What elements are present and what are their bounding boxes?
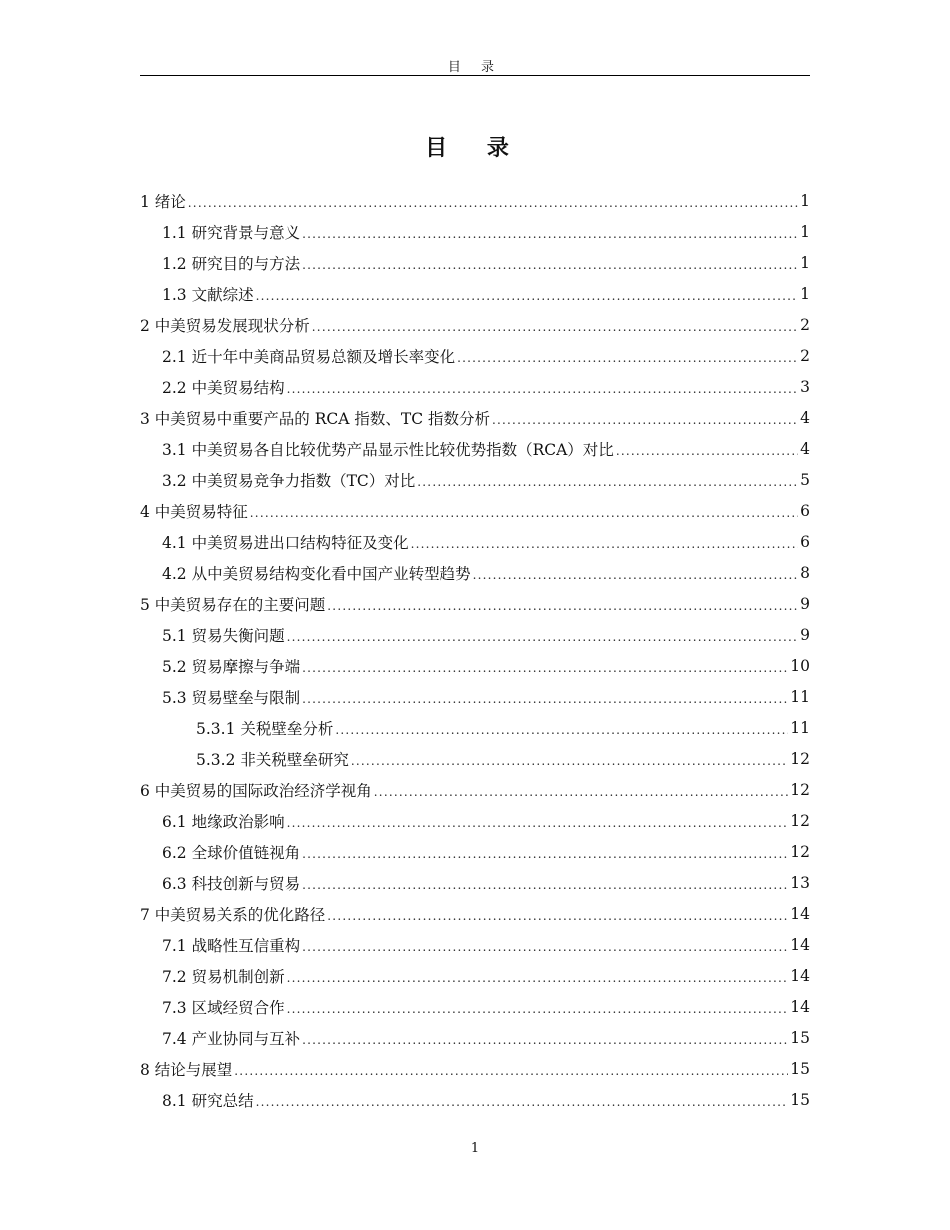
toc-entry-page: 13: [790, 873, 810, 892]
toc-entry-label: 2.2 中美贸易结构: [162, 378, 285, 397]
toc-entry[interactable]: [140, 247, 810, 278]
dot-leader: [287, 1002, 789, 1016]
toc-entry-page: 10: [790, 656, 810, 675]
toc-entry-page: 4: [800, 439, 810, 458]
toc-entry[interactable]: [140, 278, 810, 309]
toc-entry[interactable]: [140, 619, 810, 650]
dot-leader: [287, 382, 799, 396]
dot-leader: [256, 1095, 789, 1109]
toc-entry-page: 14: [790, 966, 810, 985]
toc-entry-label: 3.1 中美贸易各自比较优势产品显示性比较优势指数（RCA）对比: [162, 440, 614, 459]
dot-leader: [234, 1064, 788, 1078]
dot-leader: [417, 475, 798, 489]
toc-entry-page: 1: [800, 253, 810, 272]
toc-entry-page: 11: [790, 687, 810, 706]
toc-entry-label: 1.1 研究背景与意义: [162, 223, 301, 242]
toc-entry-page: 4: [800, 408, 810, 427]
dot-leader: [287, 630, 799, 644]
toc-entry-label: 8 结论与展望: [140, 1060, 233, 1079]
toc-entry-label: 5.3 贸易壁垒与限制: [162, 688, 301, 707]
toc-entry-label: 7.2 贸易机制创新: [162, 967, 285, 986]
toc-entry-page: 12: [790, 780, 810, 799]
toc-entry-label: 5 中美贸易存在的主要问题: [140, 595, 326, 614]
toc-entry-page: 11: [790, 718, 810, 737]
toc-entry[interactable]: [140, 650, 810, 681]
toc-entry-page: 9: [800, 594, 810, 613]
toc-entry-label: 1.2 研究目的与方法: [162, 254, 301, 273]
toc-entry[interactable]: [140, 991, 810, 1022]
dot-leader: [457, 351, 798, 365]
dot-leader: [327, 909, 788, 923]
toc-entry-label: 6.3 科技创新与贸易: [162, 874, 301, 893]
toc-entry-page: 14: [790, 997, 810, 1016]
dot-leader: [492, 413, 798, 427]
toc-entry-page: 9: [800, 625, 810, 644]
header-rule: [140, 75, 810, 76]
dot-leader: [312, 320, 798, 334]
running-header: 目 录: [447, 60, 503, 75]
toc-entry[interactable]: [140, 743, 810, 774]
toc-entry-label: 5.3.2 非关税壁垒研究: [196, 750, 349, 769]
dot-leader: [302, 847, 788, 861]
toc-entry-page: 1: [800, 284, 810, 303]
toc-entry-page: 1: [800, 222, 810, 241]
toc-entry-label: 2.1 近十年中美商品贸易总额及增长率变化: [162, 347, 456, 366]
toc-entry[interactable]: [140, 433, 810, 464]
dot-leader: [616, 444, 798, 458]
toc-entry-label: 2 中美贸易发展现状分析: [140, 316, 310, 335]
dot-leader: [302, 878, 788, 892]
toc-entry-label: 6.1 地缘政治影响: [162, 812, 285, 831]
toc-entry-label: 7 中美贸易关系的优化路径: [140, 905, 326, 924]
toc-entry-page: 6: [800, 501, 810, 520]
toc-entry-label: 4 中美贸易特征: [140, 502, 248, 521]
toc-entry-label: 4.2 从中美贸易结构变化看中国产业转型趋势: [162, 564, 471, 583]
toc-entry[interactable]: [140, 402, 810, 433]
toc-entry-label: 6 中美贸易的国际政治经济学视角: [140, 781, 372, 800]
toc-entry-label: 7.3 区域经贸合作: [162, 998, 285, 1017]
dot-leader: [287, 816, 789, 830]
toc-entry-label: 7.4 产业协同与互补: [162, 1029, 301, 1048]
toc-entry-label: 4.1 中美贸易进出口结构特征及变化: [162, 533, 409, 552]
toc-entry[interactable]: [140, 960, 810, 991]
dot-leader: [302, 1033, 788, 1047]
toc-entry[interactable]: [140, 836, 810, 867]
toc-entry-page: 2: [800, 346, 810, 365]
toc-entry-page: 3: [800, 377, 810, 396]
toc-entry-label: 3 中美贸易中重要产品的 RCA 指数、TC 指数分析: [140, 409, 490, 428]
toc-entry[interactable]: [140, 309, 810, 340]
toc-entry[interactable]: [140, 1022, 810, 1053]
toc-entry[interactable]: [140, 1084, 810, 1115]
dot-leader: [473, 568, 799, 582]
dot-leader: [302, 227, 798, 241]
dot-leader: [188, 196, 798, 210]
toc-entry[interactable]: [140, 867, 810, 898]
toc-entry[interactable]: [140, 185, 810, 216]
toc-entry[interactable]: [140, 1053, 810, 1084]
toc-entry[interactable]: [140, 898, 810, 929]
toc-entry[interactable]: [140, 557, 810, 588]
toc-entry[interactable]: [140, 681, 810, 712]
toc-entry-label: 7.1 战略性互信重构: [162, 936, 301, 955]
dot-leader: [374, 785, 788, 799]
toc-entry-page: 12: [790, 811, 810, 830]
table-of-contents: [140, 185, 810, 1115]
toc-entry-page: 6: [800, 532, 810, 551]
dot-leader: [302, 692, 788, 706]
toc-entry[interactable]: [140, 371, 810, 402]
dot-leader: [411, 537, 799, 551]
toc-entry[interactable]: [140, 774, 810, 805]
toc-entry-label: 6.2 全球价值链视角: [162, 843, 301, 862]
toc-entry-page: 14: [790, 935, 810, 954]
toc-entry-label: 5.1 贸易失衡问题: [162, 626, 285, 645]
toc-entry-label: 8.1 研究总结: [162, 1091, 254, 1110]
dot-leader: [327, 599, 798, 613]
toc-entry-label: 1.3 文献综述: [162, 285, 254, 304]
toc-entry-page: 12: [790, 749, 810, 768]
toc-entry-page: 14: [790, 904, 810, 923]
toc-entry[interactable]: [140, 216, 810, 247]
dot-leader: [302, 940, 788, 954]
toc-entry-label: 5.3.1 关税壁垒分析: [196, 719, 334, 738]
toc-entry[interactable]: [140, 712, 810, 743]
toc-entry[interactable]: [140, 805, 810, 836]
dot-leader: [351, 754, 788, 768]
toc-entry-page: 12: [790, 842, 810, 861]
toc-entry[interactable]: [140, 929, 810, 960]
toc-entry-page: 2: [800, 315, 810, 334]
toc-entry-page: 15: [790, 1028, 810, 1047]
toc-entry[interactable]: [140, 464, 810, 495]
toc-entry-page: 15: [790, 1059, 810, 1078]
dot-leader: [302, 258, 798, 272]
toc-entry-label: 5.2 贸易摩擦与争端: [162, 657, 301, 676]
dot-leader: [256, 289, 799, 303]
dot-leader: [335, 723, 788, 737]
toc-entry-page: 5: [800, 470, 810, 489]
toc-entry[interactable]: [140, 495, 810, 526]
page-title: 目 录: [425, 136, 525, 161]
toc-entry-label: 3.2 中美贸易竞争力指数（TC）对比: [162, 471, 416, 490]
toc-entry-page: 15: [790, 1090, 810, 1109]
toc-entry[interactable]: [140, 340, 810, 371]
dot-leader: [302, 661, 788, 675]
toc-entry[interactable]: [140, 526, 810, 557]
toc-entry-label: 1 绪论: [140, 192, 186, 211]
toc-entry-page: 1: [800, 191, 810, 210]
toc-entry[interactable]: [140, 588, 810, 619]
page-number: 1: [470, 1141, 480, 1156]
toc-entry-page: 8: [800, 563, 810, 582]
dot-leader: [250, 506, 798, 520]
dot-leader: [287, 971, 789, 985]
